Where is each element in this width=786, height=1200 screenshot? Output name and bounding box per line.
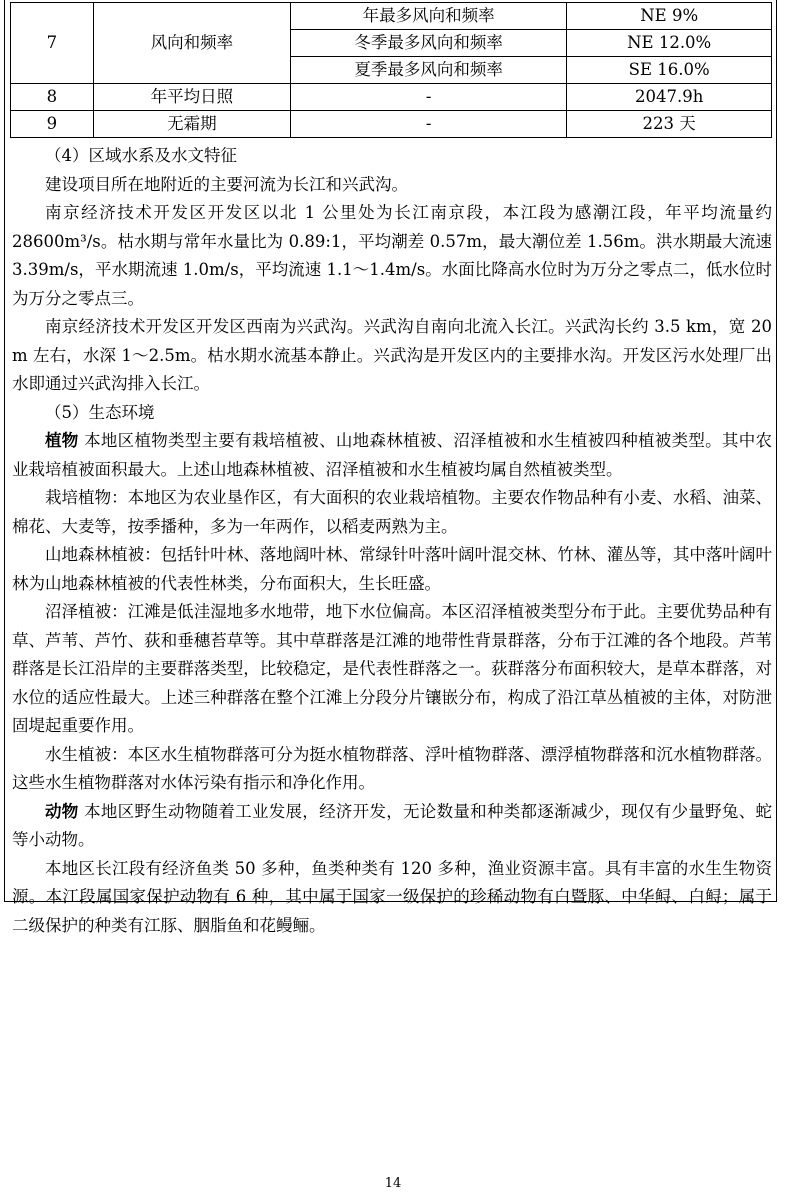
row-value: SE 16.0% (567, 57, 772, 84)
page-number: 14 (384, 1176, 402, 1191)
paragraph: 南京经济技术开发区开发区西南为兴武沟。兴武沟自南向北流入长江。兴武沟长约 3.5 km，宽 20 m 左右，水深 1～2.5m。枯水期水流基本静止。兴武沟是开发区内的主要排水沟。开发区污水处理厂出水即通过兴武沟排入长江。 (12, 317, 772, 393)
section-heading-ecology: （5）生态环境 (45, 402, 155, 422)
row-item: 风向和频率 (93, 3, 290, 84)
row-number: 8 (11, 84, 94, 111)
paragraph: 山地森林植被：包括针叶林、落地阔叶林、常绿针叶落叶阔叶混交林、竹林、灌丛等，其中落叶阔叶林为山地森林植被的代表性林类，分布面积大，生长旺盛。 (12, 545, 772, 593)
paragraph-plants (12, 427, 772, 484)
paragraph-text: 本地区植物类型主要有栽培植被、山地森林植被、沼泽植被和水生植被四种植被类型。其中农业栽培植被面积最大。上述山地森林植被、沼泽植被和水生植被均属自然植被类型。 (12, 431, 773, 479)
paragraph: 栽培植物：本地区为农业垦作区，有大面积的农业栽培植物。主要农作物品种有小麦、水稻、油菜、棉花、大麦等，按季播种，多为一年两作，以稻麦两熟为主。 (12, 488, 772, 536)
row-value: NE 12.0% (567, 30, 772, 57)
row-subitem: 年最多风向和频率 (290, 3, 566, 30)
climate-table (10, 2, 772, 138)
body-text (12, 142, 772, 940)
paragraph: 建设项目所在地附近的主要河流为长江和兴武沟。 (45, 174, 408, 194)
table-row (11, 111, 772, 138)
row-number: 7 (11, 3, 94, 84)
plants-label: 植物 (45, 431, 79, 450)
paragraph: 本地区长江段有经济鱼类 50 多种，鱼类种类有 120 多种，渔业资源丰富。具有丰富的水生生物资源。本江段属国家保护动物有 6 种，其中属于国家一级保护的珍稀动物有白暨豚、中华鲟、白鲟；属于二级保护的种类有江豚、胭脂鱼和花鳗鲡。 (12, 858, 772, 935)
row-item: 无霜期 (93, 111, 290, 138)
row-value: NE 9% (567, 3, 772, 30)
section-heading-hydrology: （4）区域水系及水文特征 (45, 146, 237, 165)
paragraph: 水生植被：本区水生植物群落可分为挺水植物群落、浮叶植物群落、漂浮植物群落和沉水植物群落。这些水生植物群落对水体污染有指示和净化作用。 (12, 744, 772, 792)
row-number: 9 (11, 111, 94, 138)
row-subitem: - (290, 111, 566, 138)
row-value: 223 天 (567, 111, 772, 138)
animals-label: 动物 (45, 801, 79, 821)
row-subitem: - (290, 84, 566, 111)
row-value: 2047.9h (567, 84, 772, 111)
row-subitem: 夏季最多风向和频率 (290, 57, 566, 84)
table-row (11, 3, 772, 30)
paragraph: 沼泽植被：江滩是低洼湿地多水地带，地下水位偏高。本区沼泽植被类型分布于此。主要优势品种有草、芦苇、芦竹、荻和垂穗苔草等。其中草群落是江滩的地带性背景群落，分布于江滩的各个地段。芦苇群落是长江沿岸的主要群落类型，比较稳定，是代表性群落之一。荻群落分布面积较大，是草本群落，对水位的适应性最大。上述三种群落在整个江滩上分段分片镶嵌分布，构成了沿江草丛植被的主体，对防泄固堤起重要作用。 (12, 602, 772, 735)
row-item: 年平均日照 (93, 84, 290, 111)
table-row (11, 84, 772, 111)
row-subitem: 冬季最多风向和频率 (290, 30, 566, 57)
paragraph: 南京经济技术开发区开发区以北 1 公里处为长江南京段，本江段为感潮江段，年平均流量约 28600m³/s。枯水期与常年水量比为 0.89:1，平均潮差 0.57m，最大潮位差 1.56m。洪水期最大流速 3.39m/s，平水期流速 1.0m/s，平均流速 1.1～1.4m/s。水面比降高水位时为万分之零点二，低水位时为万分之零点三。 (12, 203, 772, 308)
paragraph-animals (12, 798, 772, 855)
paragraph-text: 本地区野生动物随着工业发展，经济开发，无论数量和种类都逐渐减少，现仅有少量野兔、蛇等小动物。 (12, 801, 773, 849)
